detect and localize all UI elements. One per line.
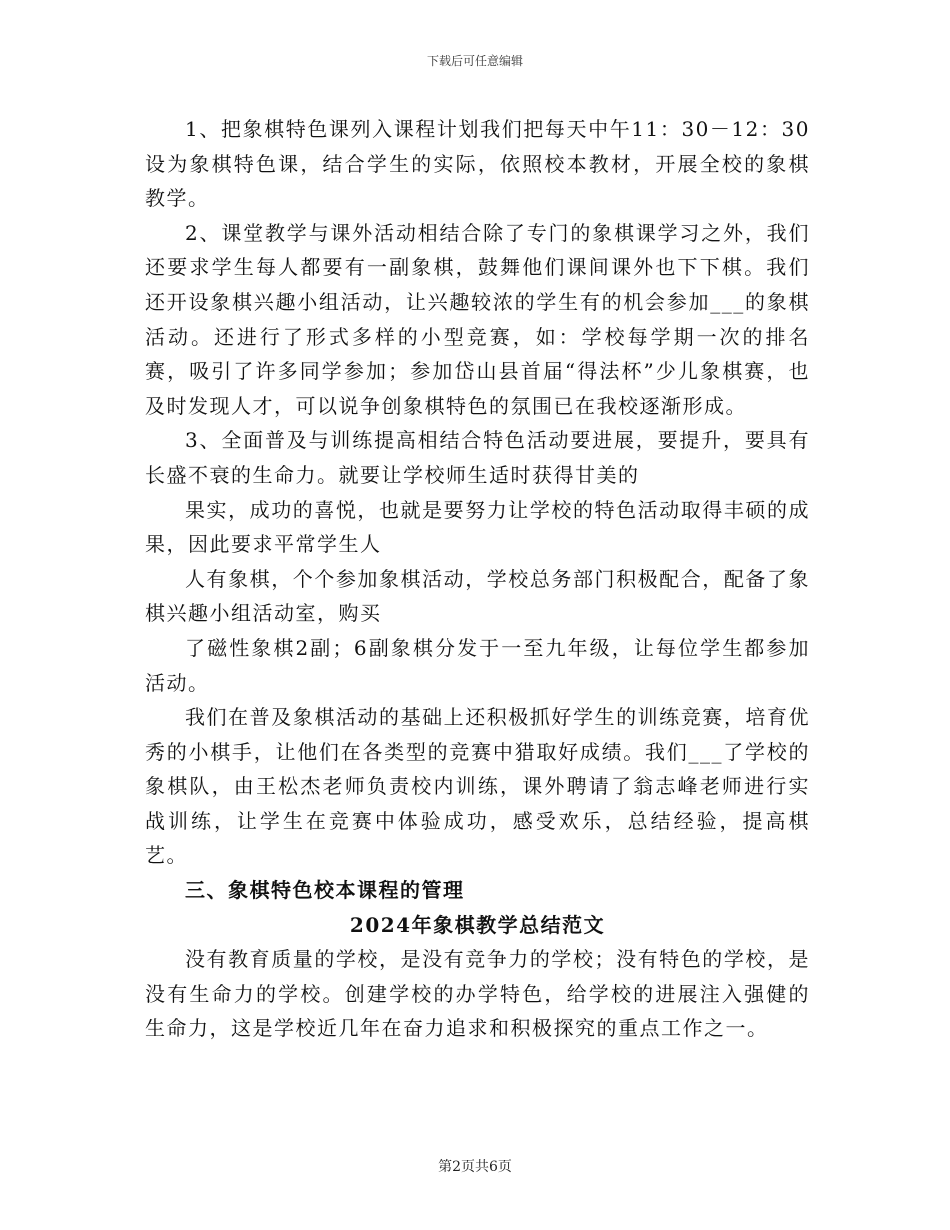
section-heading: 三、象棋特色校本课程的管理 xyxy=(185,878,465,903)
closing-paragraph: 没有教育质量的学校，是没有竞争力的学校；没有特色的学校，是没有生命力的学校。创建学校的办学特色，给学校的进展注入强健的生命力，这是学校近几年在奋力追求和积极探究的重点工作之一。 xyxy=(145,947,810,1041)
paragraph-3: 3、全面普及与训练提高相结合特色活动要进展，要提升，要具有长盛不衰的生命力。就要让学校师生适时获得甘美的 xyxy=(145,428,810,487)
paragraph-1: 1、把象棋特色课列入课程计划我们把每天中午11：30－12：30设为象棋特色课，结合学生的实际，依照校本教材，开展全校的象棋教学。 xyxy=(145,117,810,211)
page-number: 第2页共6页 xyxy=(438,1159,512,1175)
document-body xyxy=(145,112,810,1046)
document-title: 2024年象棋教学总结范文 xyxy=(349,912,606,937)
paragraph-5: 人有象棋，个个参加象棋活动，学校总务部门积极配合，配备了象棋兴趣小组活动室，购买 xyxy=(145,566,810,626)
paragraph-6: 了磁性象棋2副；6副象棋分发于一至九年级，让每位学生都参加活动。 xyxy=(145,635,810,695)
header-note: 下载后可任意编辑 xyxy=(426,54,523,68)
paragraph-4: 果实，成功的喜悦，也就是要努力让学校的特色活动取得丰硕的成果，因此要求平常学生人 xyxy=(145,497,810,557)
paragraph-2: 2、课堂教学与课外活动相结合除了专门的象棋课学习之外，我们还要求学生每人都要有一副象棋，鼓舞他们课间课外也下下棋。我们还开设象棋兴趣小组活动，让兴趣较浓的学生有的机会参加___的象棋活动。还进行了形式多样的小型竞赛，如：学校每学期一次的排名赛，吸引了许多同学参加；参加岱山县首届“得法杯”少儿象棋赛，也及时发现人才，可以说争创象棋特色的氛围已在我校逐渐形成。 xyxy=(145,220,810,418)
paragraph-7: 我们在普及象棋活动的基础上还积极抓好学生的训练竞赛，培育优秀的小棋手，让他们在各类型的竞赛中猎取好成绩。我们___了学校的象棋队，由王松杰老师负责校内训练，课外聘请了翁志峰老师进行实战训练，让学生在竞赛中体验成功，感受欢乐，总结经验，提高棋艺。 xyxy=(145,705,810,868)
